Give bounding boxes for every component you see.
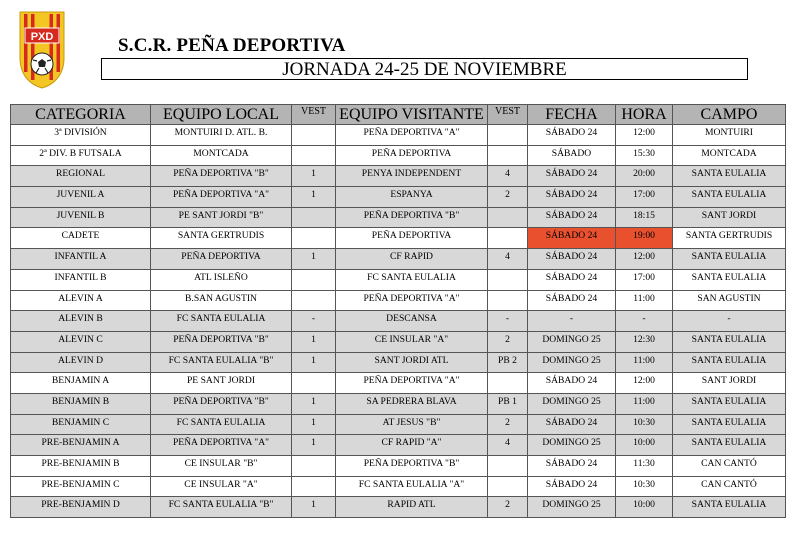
cell-vest-visitante (488, 290, 528, 311)
cell-categoria: INFANTIL A (11, 249, 151, 270)
table-row (11, 207, 786, 228)
cell-fecha: SÁBADO 24 (528, 373, 616, 394)
cell-vest-local: 1 (292, 249, 336, 270)
column-header-fecha: FECHA (528, 105, 616, 125)
cell-campo: SANTA EULALIA (673, 187, 786, 208)
cell-campo: SANT JORDI (673, 207, 786, 228)
cell-categoria: PRE-BENJAMIN C (11, 476, 151, 497)
cell-campo: SANTA GERTRUDIS (673, 228, 786, 249)
cell-fecha: SÁBADO 24 (528, 249, 616, 270)
cell-campo: SANTA EULALIA (673, 166, 786, 187)
table-row (11, 311, 786, 332)
cell-hora: 12:00 (616, 373, 673, 394)
cell-vest-local (292, 290, 336, 311)
cell-vest-local: 1 (292, 166, 336, 187)
cell-fecha: SÁBADO 24 (528, 228, 616, 249)
cell-equipo-local: CE INSULAR "B" (151, 456, 292, 477)
cell-fecha: DOMINGO 25 (528, 497, 616, 518)
cell-vest-local: 1 (292, 497, 336, 518)
cell-equipo-visitante: AT JESUS "B" (336, 414, 488, 435)
cell-equipo-local: B.SAN AGUSTIN (151, 290, 292, 311)
table-row (11, 249, 786, 270)
cell-hora: 12:00 (616, 125, 673, 146)
cell-fecha: SÁBADO 24 (528, 476, 616, 497)
cell-hora: 20:00 (616, 166, 673, 187)
cell-categoria: ALEVIN D (11, 352, 151, 373)
cell-equipo-local: MONTUIRI D. ATL. B. (151, 125, 292, 146)
cell-vest-visitante (488, 228, 528, 249)
cell-hora: 10:00 (616, 497, 673, 518)
cell-fecha: DOMINGO 25 (528, 435, 616, 456)
column-header-categoria: CATEGORIA (11, 105, 151, 125)
cell-vest-local: 1 (292, 352, 336, 373)
club-title: S.C.R. PEÑA DEPORTIVA (118, 35, 346, 56)
table-row (11, 145, 786, 166)
cell-equipo-visitante: PEÑA DEPORTIVA "A" (336, 373, 488, 394)
cell-vest-local (292, 269, 336, 290)
cell-equipo-local: PEÑA DEPORTIVA "A" (151, 435, 292, 456)
cell-hora: 12:30 (616, 331, 673, 352)
column-header-vest-local: VEST (292, 105, 336, 125)
cell-campo: MONTCADA (673, 145, 786, 166)
column-header-vest-visitante: VEST (488, 105, 528, 125)
cell-campo: SAN AGUSTIN (673, 290, 786, 311)
cell-campo: SANTA EULALIA (673, 352, 786, 373)
cell-fecha: SÁBADO 24 (528, 414, 616, 435)
cell-campo: CAN CANTÓ (673, 456, 786, 477)
cell-campo: SANTA EULALIA (673, 249, 786, 270)
cell-equipo-visitante: RAPID ATL (336, 497, 488, 518)
cell-campo: SANTA EULALIA (673, 435, 786, 456)
table-row (11, 269, 786, 290)
cell-hora: 11:00 (616, 352, 673, 373)
cell-hora: 15:30 (616, 145, 673, 166)
cell-fecha: DOMINGO 25 (528, 331, 616, 352)
cell-equipo-local: MONTCADA (151, 145, 292, 166)
cell-vest-visitante: PB 1 (488, 393, 528, 414)
cell-equipo-local: CE INSULAR "A" (151, 476, 292, 497)
table-header-row (11, 105, 786, 125)
cell-equipo-local: PEÑA DEPORTIVA "B" (151, 393, 292, 414)
cell-campo: - (673, 311, 786, 332)
cell-fecha: - (528, 311, 616, 332)
cell-vest-local (292, 476, 336, 497)
table-row (11, 476, 786, 497)
cell-categoria: BENJAMIN B (11, 393, 151, 414)
cell-campo: SANT JORDI (673, 373, 786, 394)
cell-vest-local: - (292, 311, 336, 332)
cell-categoria: 3ª DIVISIÓN (11, 125, 151, 146)
cell-vest-visitante: 2 (488, 331, 528, 352)
cell-equipo-local: FC SANTA EULALIA (151, 414, 292, 435)
cell-equipo-local: FC SANTA EULALIA (151, 311, 292, 332)
cell-equipo-visitante: PENYA INDEPENDENT (336, 166, 488, 187)
column-header-campo: CAMPO (673, 105, 786, 125)
cell-equipo-visitante: PEÑA DEPORTIVA (336, 228, 488, 249)
cell-equipo-local: PEÑA DEPORTIVA "B" (151, 331, 292, 352)
cell-categoria: JUVENIL A (11, 187, 151, 208)
cell-vest-local: 1 (292, 187, 336, 208)
table-row (11, 435, 786, 456)
cell-hora: - (616, 311, 673, 332)
cell-fecha: SÁBADO 24 (528, 290, 616, 311)
cell-vest-visitante (488, 269, 528, 290)
cell-campo: SANTA EULALIA (673, 497, 786, 518)
cell-categoria: BENJAMIN A (11, 373, 151, 394)
cell-fecha: SÁBADO 24 (528, 207, 616, 228)
cell-categoria: REGIONAL (11, 166, 151, 187)
cell-hora: 17:00 (616, 187, 673, 208)
cell-hora: 10:30 (616, 414, 673, 435)
cell-equipo-visitante: PEÑA DEPORTIVA "B" (336, 456, 488, 477)
cell-fecha: SÁBADO (528, 145, 616, 166)
cell-vest-local (292, 145, 336, 166)
cell-vest-visitante: PB 2 (488, 352, 528, 373)
cell-fecha: SÁBADO 24 (528, 166, 616, 187)
cell-equipo-visitante: CF RAPID (336, 249, 488, 270)
column-header-hora: HORA (616, 105, 673, 125)
cell-equipo-visitante: SANT JORDI ATL (336, 352, 488, 373)
cell-equipo-local: SANTA GERTRUDIS (151, 228, 292, 249)
cell-equipo-local: FC SANTA EULALIA "B" (151, 497, 292, 518)
cell-categoria: ALEVIN C (11, 331, 151, 352)
cell-vest-visitante (488, 125, 528, 146)
cell-vest-local (292, 125, 336, 146)
cell-hora: 17:00 (616, 269, 673, 290)
cell-categoria: PRE-BENJAMIN A (11, 435, 151, 456)
cell-categoria: 2ª DIV. B FUTSALA (11, 145, 151, 166)
jornada-title: JORNADA 24-25 DE NOVIEMBRE (101, 58, 748, 80)
cell-categoria: BENJAMIN C (11, 414, 151, 435)
cell-fecha: SÁBADO 24 (528, 456, 616, 477)
club-crest-logo (17, 10, 67, 90)
cell-equipo-visitante: PEÑA DEPORTIVA "B" (336, 207, 488, 228)
cell-equipo-local: PEÑA DEPORTIVA (151, 249, 292, 270)
cell-equipo-local: PE SANT JORDI (151, 373, 292, 394)
cell-vest-visitante (488, 373, 528, 394)
cell-hora: 10:30 (616, 476, 673, 497)
cell-equipo-local: ATL ISLEÑO (151, 269, 292, 290)
cell-fecha: DOMINGO 25 (528, 352, 616, 373)
cell-equipo-visitante: ESPANYA (336, 187, 488, 208)
cell-equipo-local: FC SANTA EULALIA "B" (151, 352, 292, 373)
cell-hora: 11:30 (616, 456, 673, 477)
cell-vest-visitante (488, 207, 528, 228)
cell-hora: 12:00 (616, 249, 673, 270)
cell-categoria: ALEVIN A (11, 290, 151, 311)
table-row (11, 166, 786, 187)
cell-campo: SANTA EULALIA (673, 414, 786, 435)
cell-vest-visitante (488, 476, 528, 497)
cell-vest-visitante: 2 (488, 414, 528, 435)
cell-campo: SANTA EULALIA (673, 331, 786, 352)
table-row (11, 414, 786, 435)
cell-equipo-local: PEÑA DEPORTIVA "A" (151, 187, 292, 208)
table-row (11, 125, 786, 146)
cell-hora: 19:00 (616, 228, 673, 249)
column-header-equipo-visitante: EQUIPO VISITANTE (336, 105, 488, 125)
cell-hora: 11:00 (616, 290, 673, 311)
cell-vest-visitante (488, 456, 528, 477)
cell-hora: 10:00 (616, 435, 673, 456)
column-header-equipo-local: EQUIPO LOCAL (151, 105, 292, 125)
cell-fecha: DOMINGO 25 (528, 393, 616, 414)
cell-equipo-local: PEÑA DEPORTIVA "B" (151, 166, 292, 187)
cell-categoria: PRE-BENJAMIN B (11, 456, 151, 477)
cell-campo: MONTUIRI (673, 125, 786, 146)
cell-vest-local: 1 (292, 331, 336, 352)
table-row (11, 331, 786, 352)
cell-campo: SANTA EULALIA (673, 269, 786, 290)
table-row (11, 290, 786, 311)
cell-equipo-visitante: SA PEDRERA BLAVA (336, 393, 488, 414)
table-row (11, 352, 786, 373)
cell-vest-visitante: 4 (488, 166, 528, 187)
cell-equipo-visitante: CF RAPID "A" (336, 435, 488, 456)
cell-equipo-visitante: DESCANSA (336, 311, 488, 332)
cell-vest-visitante: 2 (488, 187, 528, 208)
cell-categoria: INFANTIL B (11, 269, 151, 290)
cell-categoria: CADETE (11, 228, 151, 249)
table-row (11, 497, 786, 518)
cell-vest-local (292, 207, 336, 228)
cell-equipo-local: PE SANT JORDI "B" (151, 207, 292, 228)
cell-hora: 11:00 (616, 393, 673, 414)
cell-equipo-visitante: PEÑA DEPORTIVA "A" (336, 125, 488, 146)
table-row (11, 456, 786, 477)
cell-hora: 18:15 (616, 207, 673, 228)
cell-vest-visitante: 2 (488, 497, 528, 518)
cell-fecha: SÁBADO 24 (528, 187, 616, 208)
cell-campo: CAN CANTÓ (673, 476, 786, 497)
cell-categoria: ALEVIN B (11, 311, 151, 332)
cell-vest-visitante: 4 (488, 249, 528, 270)
cell-vest-local: 1 (292, 435, 336, 456)
fixtures-body (11, 125, 786, 518)
table-row (11, 373, 786, 394)
cell-categoria: PRE-BENJAMIN D (11, 497, 151, 518)
cell-categoria: JUVENIL B (11, 207, 151, 228)
table-row (11, 228, 786, 249)
table-row (11, 393, 786, 414)
cell-campo: SANTA EULALIA (673, 393, 786, 414)
cell-equipo-visitante: CE INSULAR "A" (336, 331, 488, 352)
cell-vest-local: 1 (292, 414, 336, 435)
svg-text:PXD: PXD (30, 31, 54, 43)
cell-equipo-visitante: FC SANTA EULALIA (336, 269, 488, 290)
cell-vest-local (292, 456, 336, 477)
table-row (11, 187, 786, 208)
cell-fecha: SÁBADO 24 (528, 269, 616, 290)
cell-equipo-visitante: PEÑA DEPORTIVA "A" (336, 290, 488, 311)
cell-vest-local (292, 228, 336, 249)
cell-equipo-visitante: FC SANTA EULALIA "A" (336, 476, 488, 497)
cell-vest-local (292, 373, 336, 394)
fixtures-table (10, 104, 786, 518)
cell-equipo-visitante: PEÑA DEPORTIVA (336, 145, 488, 166)
cell-vest-visitante (488, 145, 528, 166)
cell-vest-visitante: 4 (488, 435, 528, 456)
cell-vest-local: 1 (292, 393, 336, 414)
cell-vest-visitante: - (488, 311, 528, 332)
cell-fecha: SÁBADO 24 (528, 125, 616, 146)
